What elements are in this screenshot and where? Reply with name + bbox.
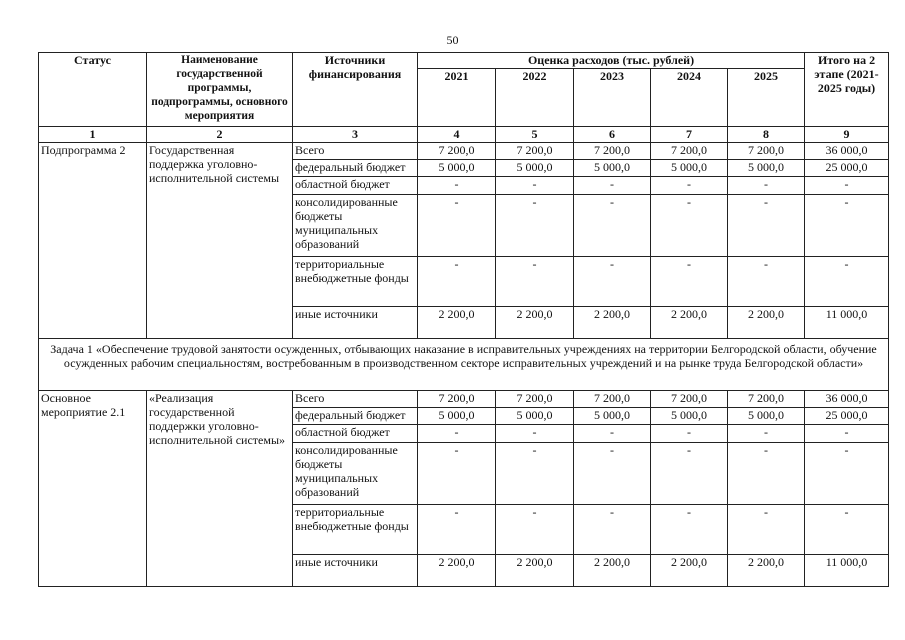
row-source: Всего: [293, 143, 418, 160]
row-total: -: [805, 443, 889, 505]
row-total: 25 000,0: [805, 408, 889, 425]
row-source: Всего: [293, 391, 418, 408]
row-value: 5 000,0: [496, 408, 574, 425]
header-estimate: Оценка расходов (тыс. рублей): [418, 53, 805, 69]
row-value: -: [496, 195, 574, 257]
row-source: иные источники: [293, 555, 418, 587]
row-total: -: [805, 505, 889, 555]
row-value: -: [574, 177, 651, 195]
header-year: 2021: [418, 69, 496, 127]
row-value: 5 000,0: [418, 160, 496, 177]
row-value: -: [728, 257, 805, 307]
row-source: территориальные внебюджетные фонды: [293, 505, 418, 555]
row-value: -: [496, 505, 574, 555]
row-value: -: [496, 177, 574, 195]
row-value: -: [574, 505, 651, 555]
row-value: -: [496, 257, 574, 307]
row-value: 7 200,0: [496, 391, 574, 408]
row-total: -: [805, 195, 889, 257]
row-value: 7 200,0: [418, 143, 496, 160]
row-source: консолидированные бюджеты муниципальных образований: [293, 195, 418, 257]
task-row: [39, 339, 889, 391]
header-year: 2024: [651, 69, 728, 127]
row-value: -: [651, 177, 728, 195]
row-value: -: [651, 505, 728, 555]
col-number: 4: [418, 127, 496, 143]
row-value: 2 200,0: [574, 555, 651, 587]
table-row: [39, 143, 889, 160]
row-value: 2 200,0: [651, 555, 728, 587]
row-value: 2 200,0: [496, 555, 574, 587]
row-value: 5 000,0: [651, 160, 728, 177]
row-value: 7 200,0: [418, 391, 496, 408]
header-status: Статус: [39, 53, 147, 127]
row-value: -: [651, 195, 728, 257]
row-total: 11 000,0: [805, 555, 889, 587]
row-value: 5 000,0: [728, 408, 805, 425]
row-source: иные источники: [293, 307, 418, 339]
row-value: 7 200,0: [651, 143, 728, 160]
row-program-name: Государственная поддержка уголовно-исполнительной системы: [147, 143, 293, 339]
col-number: 6: [574, 127, 651, 143]
row-source: областной бюджет: [293, 425, 418, 443]
row-value: 2 200,0: [418, 555, 496, 587]
row-source: областной бюджет: [293, 177, 418, 195]
row-value: 2 200,0: [728, 307, 805, 339]
row-value: -: [728, 443, 805, 505]
row-value: -: [418, 195, 496, 257]
header-year: 2025: [728, 69, 805, 127]
row-total: 11 000,0: [805, 307, 889, 339]
row-source: территориальные внебюджетные фонды: [293, 257, 418, 307]
header-year: 2023: [574, 69, 651, 127]
row-value: -: [651, 257, 728, 307]
header-sources: Источники финансирования: [293, 53, 418, 127]
row-value: -: [728, 505, 805, 555]
row-value: -: [418, 443, 496, 505]
col-number: 2: [147, 127, 293, 143]
row-value: -: [651, 443, 728, 505]
row-total: -: [805, 177, 889, 195]
row-value: -: [418, 425, 496, 443]
col-number: 9: [805, 127, 889, 143]
row-value: 5 000,0: [728, 160, 805, 177]
row-value: 7 200,0: [728, 391, 805, 408]
header-year: 2022: [496, 69, 574, 127]
col-number: 3: [293, 127, 418, 143]
row-program-name: «Реализация государственной поддержки уголовно-исполнительной системы»: [147, 391, 293, 587]
row-value: -: [574, 443, 651, 505]
row-value: -: [496, 425, 574, 443]
row-value: -: [574, 425, 651, 443]
header-row: [39, 53, 889, 69]
row-value: -: [418, 177, 496, 195]
funding-table: [38, 52, 889, 587]
row-value: -: [418, 257, 496, 307]
row-value: -: [574, 257, 651, 307]
row-value: 2 200,0: [418, 307, 496, 339]
col-number: 7: [651, 127, 728, 143]
row-status: Основное мероприятие 2.1: [39, 391, 147, 587]
header-total: Итого на 2 этапе (2021-2025 годы): [805, 53, 889, 127]
row-value: -: [728, 425, 805, 443]
row-value: -: [418, 505, 496, 555]
table-row: [39, 391, 889, 408]
row-value: -: [728, 177, 805, 195]
row-value: 7 200,0: [574, 143, 651, 160]
row-value: 2 200,0: [728, 555, 805, 587]
row-total: 25 000,0: [805, 160, 889, 177]
row-total: 36 000,0: [805, 391, 889, 408]
row-value: 2 200,0: [651, 307, 728, 339]
row-value: 7 200,0: [496, 143, 574, 160]
row-value: 2 200,0: [574, 307, 651, 339]
row-value: 7 200,0: [651, 391, 728, 408]
row-value: 5 000,0: [574, 160, 651, 177]
row-value: 2 200,0: [496, 307, 574, 339]
row-value: -: [574, 195, 651, 257]
row-source: федеральный бюджет: [293, 408, 418, 425]
page-number: 50: [446, 33, 459, 47]
row-value: -: [496, 443, 574, 505]
row-value: 5 000,0: [574, 408, 651, 425]
row-value: 5 000,0: [418, 408, 496, 425]
col-number: 5: [496, 127, 574, 143]
column-number-row: [39, 127, 889, 143]
row-value: 7 200,0: [728, 143, 805, 160]
row-total: -: [805, 257, 889, 307]
task-description: Задача 1 «Обеспечение трудовой занятости осужденных, отбывающих наказание в исправительных учреждениях на территории Белгородской области, обучение осужденных рабочим специальностям, востребованным в производственном секторе исправительных учреждений и на рынке труда Белгородской области»: [39, 339, 889, 391]
row-value: -: [651, 425, 728, 443]
col-number: 1: [39, 127, 147, 143]
col-number: 8: [728, 127, 805, 143]
row-status: Подпрограмма 2: [39, 143, 147, 339]
row-value: -: [728, 195, 805, 257]
row-source: консолидированные бюджеты муниципальных образований: [293, 443, 418, 505]
row-value: 7 200,0: [574, 391, 651, 408]
row-total: 36 000,0: [805, 143, 889, 160]
row-value: 5 000,0: [496, 160, 574, 177]
row-source: федеральный бюджет: [293, 160, 418, 177]
header-name: Наименование государственной программы, подпрограммы, основного мероприятия: [147, 53, 293, 127]
row-total: -: [805, 425, 889, 443]
row-value: 5 000,0: [651, 408, 728, 425]
